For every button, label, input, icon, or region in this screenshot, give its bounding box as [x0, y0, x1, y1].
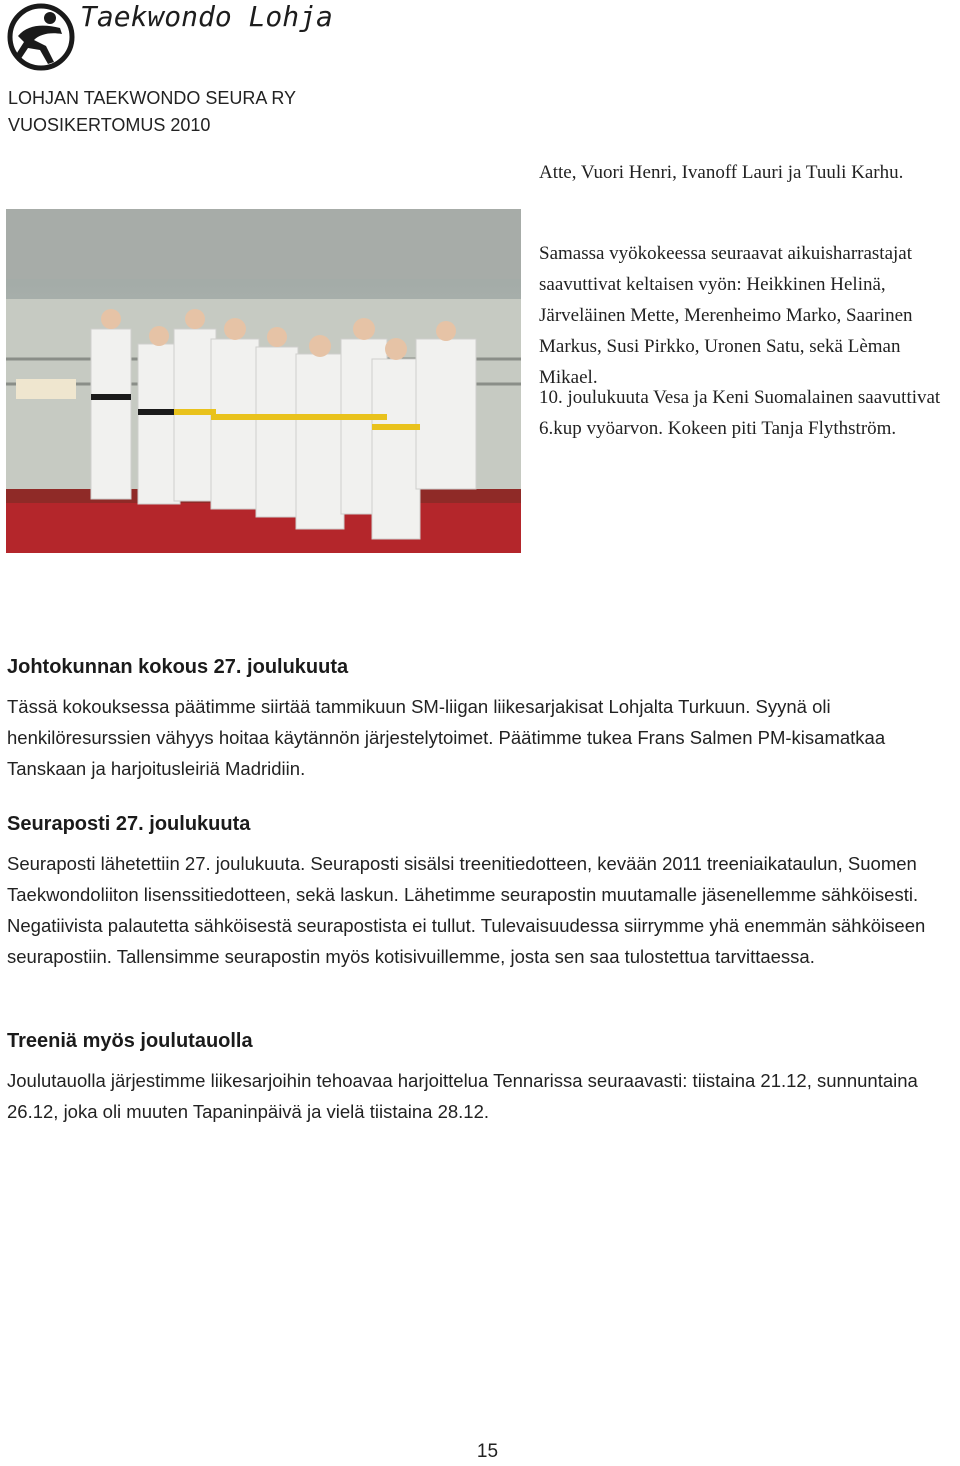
- section-heading: Seuraposti 27. joulukuuta: [7, 813, 251, 835]
- section-heading-club-mail: [7, 813, 959, 836]
- paragraph: 10. joulukuuta Vesa ja Keni Suomalainen saavuttivat 6.kup vyöarvon. Kokeen piti Tanja Flythström.: [539, 387, 941, 439]
- section-heading-holiday-training: [7, 1030, 959, 1053]
- paragraph: Samassa vyökokeessa seuraavat aikuisharrastajat saavuttivat keltaisen vyön: Heikkinen Helinä, Järveläinen Mette, Merenheimo Marko, Saarinen Markus, Susi Pirkko, Uronen Satu, sekä Lèman Mikael.: [539, 243, 913, 388]
- paragraph: Tässä kokouksessa päätimme siirtää tammikuun SM-liigan liikesarjakisat Lohjalta Turkuun. Syynä oli henkilöresurssien vähyys hoitaa käytännön järjestelytoimet. Päätimme tukea Frans Salmen PM-kisamatkaa Tanskaan ja harjoitusleiriä Madridiin.: [7, 696, 886, 779]
- section-heading: Treeniä myös joulutauolla: [7, 1030, 253, 1052]
- section-heading-board-meeting: [7, 656, 959, 679]
- paragraph: Atte, Vuori Henri, Ivanoff Lauri ja Tuuli Karhu.: [539, 162, 904, 183]
- right-text-line1: [539, 157, 954, 188]
- paragraph: Joulutauolla järjestimme liikesarjoihin tehoavaa harjoittelua Tennarissa seuraavasti: tiistaina 21.12, sunnuntaina 26.12, joka oli muuten Tapaninpäivä ja vielä tiistaina 28.12.: [7, 1070, 918, 1122]
- right-text-para2: [539, 238, 954, 393]
- org-name: LOHJAN TAEKWONDO SEURA RY: [8, 88, 297, 108]
- right-text-para3: [539, 382, 954, 444]
- paragraph: Seuraposti lähetettiin 27. joulukuuta. Seuraposti sisälsi treenitiedotteen, kevään 2011 treeniaikataulun, Suomen Taekwondoliiton lisenssitiedotteen, sekä laskun. Lähetimme seurapostin muutamalle jäsenellemme sähköisesti. Negatiivista palautetta sähköisestä seurapostista ei tullut. Tulevaisuudessa siirrymme yhä enemmän sähköiseen seurapostiin. Tallensimme seurapostin myös kotisivuillemme, josta sen saa tulostettua tarvittaessa.: [7, 853, 926, 967]
- group-photo: [6, 209, 521, 553]
- section-heading: Johtokunnan kokous 27. joulukuuta: [7, 656, 349, 678]
- club-logo-icon: [6, 2, 76, 72]
- section-body-club-mail: [7, 848, 959, 972]
- report-title: VUOSIKERTOMUS 2010: [8, 115, 211, 135]
- section-body-holiday-training: [7, 1065, 959, 1127]
- page-number: 15: [476, 1441, 499, 1462]
- logo-title: Taekwondo Lohja: [80, 0, 333, 33]
- section-body-board-meeting: [7, 691, 959, 784]
